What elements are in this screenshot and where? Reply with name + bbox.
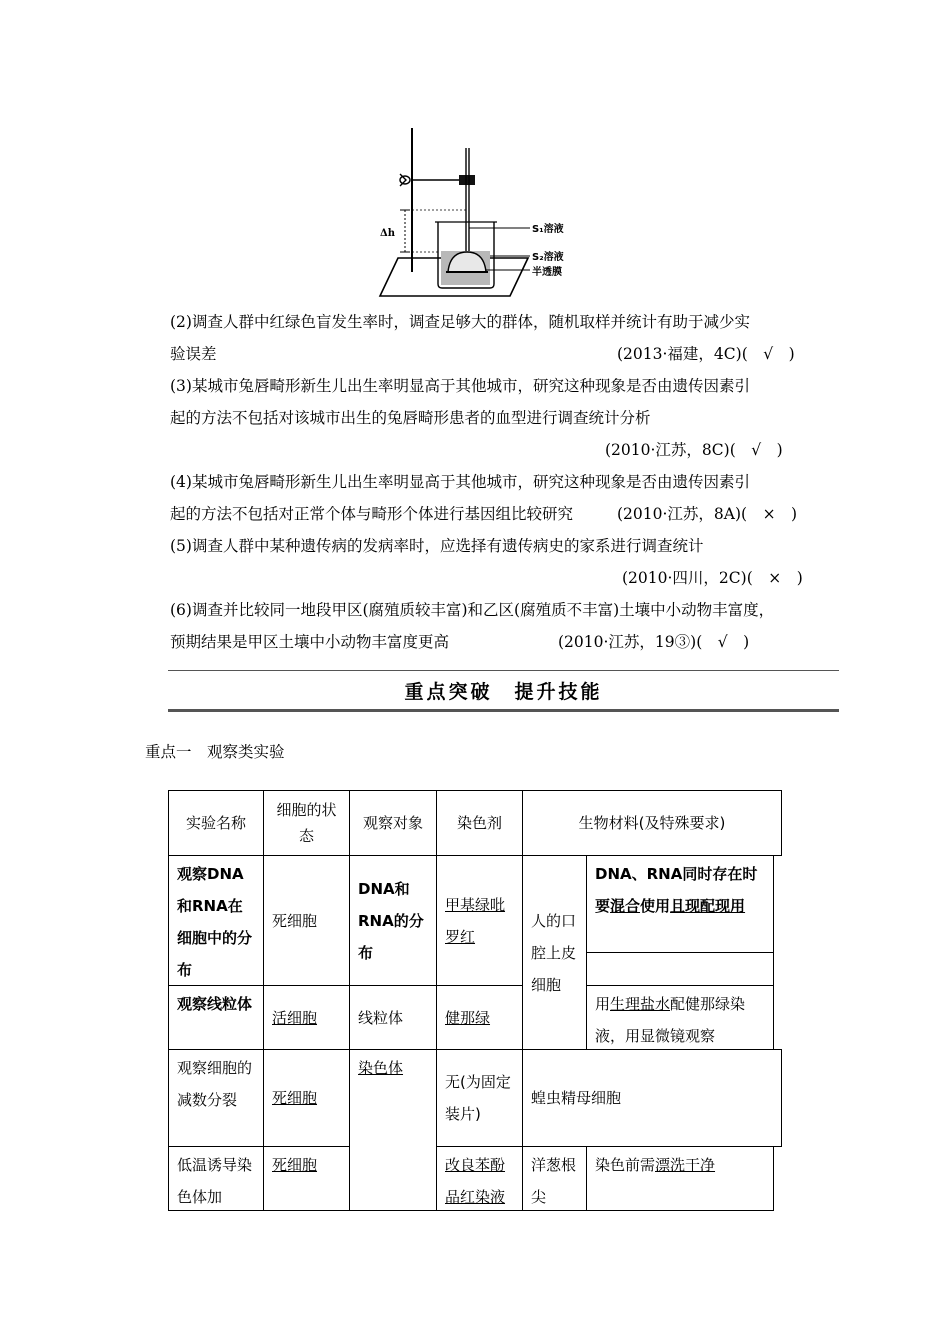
- question-3-line2: 起的方法不包括对该城市出生的兔唇畸形患者的血型进行调查统计分析: [170, 409, 651, 427]
- row1-requirement: DNA、RNA同时存在时要混合使用且现配现用: [586, 855, 774, 953]
- row1-object: DNA和RNA的分布: [349, 855, 437, 986]
- question-2-line2: 验误差: [170, 345, 217, 363]
- row1-requirement-blank: [586, 952, 774, 986]
- header-stain: 染色剂: [436, 790, 523, 856]
- section-banner: [168, 670, 839, 712]
- row2-state-cell: [263, 985, 350, 1050]
- row3-stain: 无(为固定装片): [436, 1049, 523, 1147]
- question-4-source: (2010·江苏，8A)( × ): [617, 505, 798, 523]
- banner-title: 重点突破 提升技能: [404, 681, 603, 703]
- row1-state: 死细胞: [263, 855, 350, 986]
- question-4-line1: (4)某城市兔唇畸形新生儿出生率明显高于其他城市，研究这种现象是否由遗传因素引: [170, 473, 750, 491]
- row4-name: 低温诱导染色体加: [168, 1146, 264, 1211]
- row3-object: 染色体: [358, 1059, 404, 1077]
- header-cell-state: 细胞的状态: [263, 790, 350, 856]
- section-title: 重点一 观察类实验: [145, 743, 285, 761]
- question-6-line1: (6)调查并比较同一地段甲区(腐殖质较丰富)和乙区(腐殖质不丰富)土壤中小动物丰富度，: [170, 601, 775, 619]
- row4-stain-cell: [436, 1146, 523, 1211]
- osmosis-apparatus-figure: [378, 124, 578, 300]
- row2-stain: 健那绿: [445, 1008, 491, 1027]
- row2-requirement: 用生理盐水配健那绿染液，用显微镜观察: [586, 985, 774, 1050]
- question-5-source: (2010·四川，2C)( × ): [622, 569, 803, 587]
- row3-object-cell: [349, 1049, 437, 1211]
- delta-h-label: Δh: [380, 228, 396, 239]
- row4-state: 死细胞: [272, 1156, 318, 1174]
- row2-object: 线粒体: [349, 985, 437, 1050]
- question-3-line1: (3)某城市兔唇畸形新生儿出生率明显高于其他城市，研究这种现象是否由遗传因素引: [170, 377, 750, 395]
- header-experiment-name: 实验名称: [168, 790, 264, 856]
- row4-requirement: 染色前需漂洗干净: [586, 1146, 774, 1211]
- s2-solution-label: S₂溶液: [532, 252, 564, 263]
- shared-material: 人的口腔上皮细胞: [522, 855, 587, 1050]
- question-3-source: (2010·江苏，8C)( √ ): [605, 441, 783, 459]
- question-4-line2: 起的方法不包括对正常个体与畸形个体进行基因组比较研究: [170, 505, 574, 523]
- question-2-line1: (2)调查人群中红绿色盲发生率时，调查足够大的群体，随机取样并统计有助于减少实: [170, 313, 750, 331]
- question-6-source: (2010·江苏，19③)( √ ): [558, 633, 750, 651]
- row2-state: 活细胞: [272, 1008, 318, 1027]
- question-5-line1: (5)调查人群中某种遗传病的发病率时，应选择有遗传病史的家系进行调查统计: [170, 537, 704, 555]
- header-material: 生物材料(及特殊要求): [522, 790, 782, 856]
- row2-stain-cell: [436, 985, 523, 1050]
- s1-solution-label: S₁溶液: [532, 224, 564, 235]
- row1-stain: 甲基绿吡罗红: [445, 895, 506, 946]
- row4-stain: 改良苯酚品红染液: [445, 1156, 506, 1206]
- row2-name: 观察线粒体: [168, 985, 264, 1050]
- row3-material: 蝗虫精母细胞: [522, 1049, 782, 1147]
- row3-state-cell: [263, 1049, 350, 1147]
- row1-stain-cell: [436, 855, 523, 986]
- row4-state-cell: [263, 1146, 350, 1211]
- question-2-source: (2013·福建，4C)( √ ): [617, 345, 795, 363]
- row4-material: 洋葱根尖: [522, 1146, 587, 1211]
- header-observed-object: 观察对象: [349, 790, 437, 856]
- membrane-label: 半透膜: [532, 267, 562, 278]
- row3-state: 死细胞: [272, 1089, 318, 1107]
- osmosis-apparatus-diagram: [378, 124, 578, 300]
- question-6-line2: 预期结果是甲区土壤中小动物丰富度更高: [170, 633, 450, 651]
- row3-name: 观察细胞的减数分裂: [168, 1049, 264, 1147]
- row1-name: 观察DNA和RNA在细胞中的分布: [168, 855, 264, 986]
